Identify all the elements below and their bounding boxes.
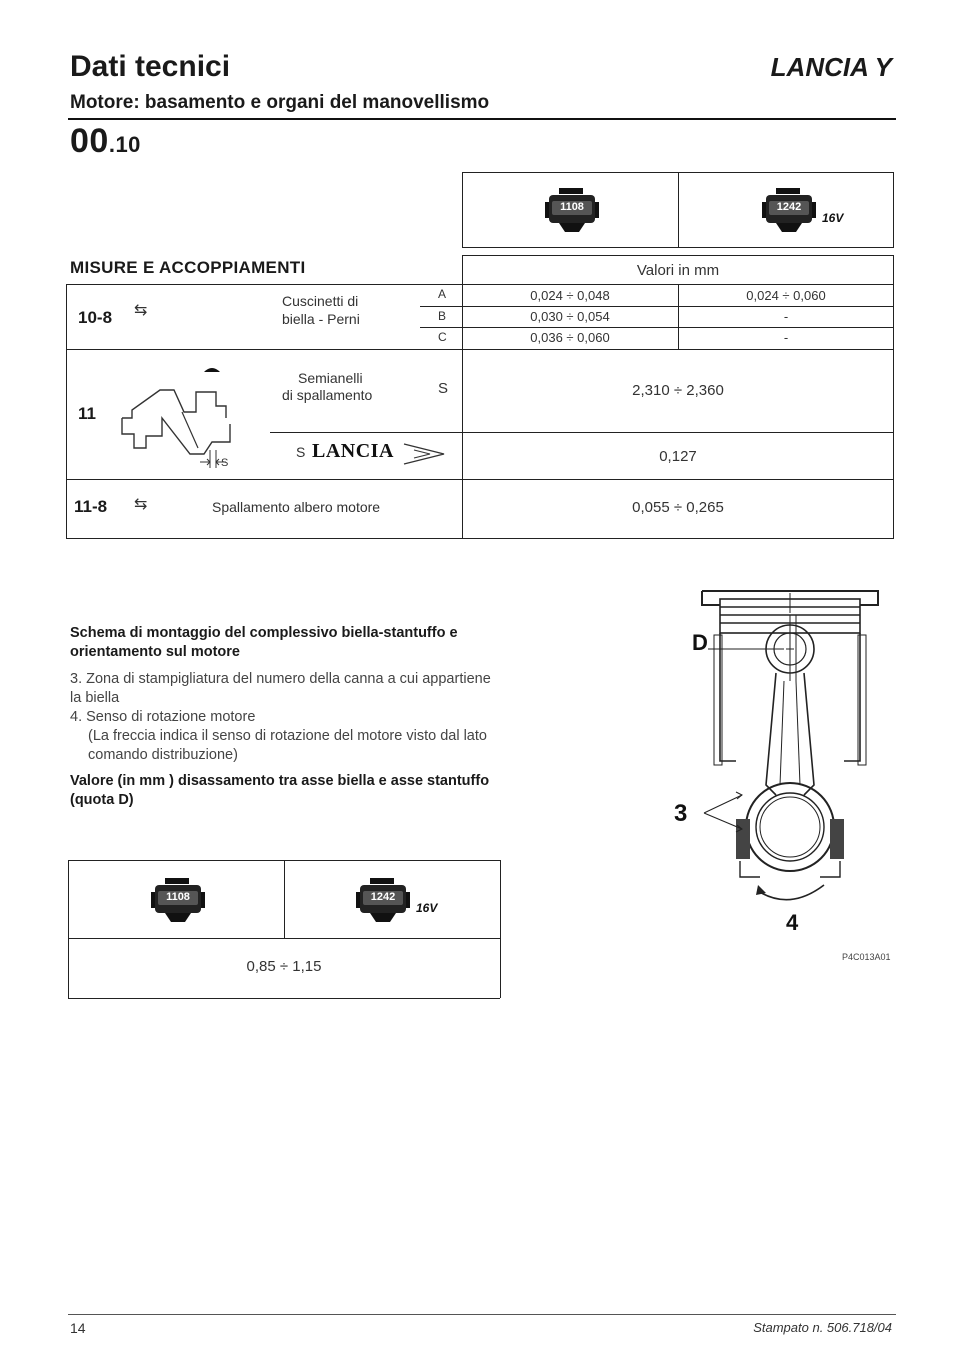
row2-label-line1: Semianelli <box>298 370 363 386</box>
row2-sub-s: S <box>438 380 449 397</box>
figure-label-3: 3 <box>674 800 688 827</box>
measures-title: MISURE E ACCOPPIAMENTI <box>70 258 306 277</box>
row-number-11: 11 <box>78 404 96 423</box>
assembly-heading: Schema di montaggio del complessivo biella-stantuffo e orientamento sul motore <box>70 625 458 660</box>
row1-label-line2: biella - Perni <box>282 311 360 327</box>
engine-1242-icon <box>758 186 820 234</box>
engine-16v-label: 16V <box>822 211 844 225</box>
row1-label-line1: Cuscinetti di <box>282 293 359 309</box>
row1-1242-value-b: - <box>783 309 789 324</box>
row2-dim-s: S <box>221 457 229 469</box>
clearance-icon: ⇆ <box>134 302 148 319</box>
row1-1108-value-a: 0,024 ÷ 0,048 <box>530 288 610 303</box>
engine-1108-icon <box>541 186 603 234</box>
offset-engine-1242-icon <box>352 876 414 924</box>
section-code <box>70 122 141 161</box>
offset-value: 0,85 ÷ 1,15 <box>246 958 322 975</box>
thrust-washer-diagram <box>112 362 262 474</box>
lancia-arrow-icon <box>400 440 450 468</box>
row-number-10-8: 10-8 <box>78 308 113 327</box>
item4-number: 4. <box>70 709 83 725</box>
header-rule <box>68 118 896 120</box>
row1-1242-value-c: - <box>783 330 789 345</box>
engine-1108-label: 1108 <box>560 201 584 213</box>
piston-conrod-diagram <box>680 585 900 945</box>
page-number: 14 <box>70 1320 86 1336</box>
offset-heading: Valore (in mm ) disassamento tra asse biella e asse stantuffo (quota D) <box>70 773 490 808</box>
brand-name: LANCIA Y <box>770 52 892 82</box>
item4-text: Senso di rotazione motore <box>86 709 256 725</box>
section-code-sub: .10 <box>108 132 141 157</box>
row1-sub-c: C <box>438 330 447 344</box>
offset-engine-1108-label: 1108 <box>166 891 190 903</box>
engine-1242-label: 1242 <box>776 201 802 213</box>
values-header: Valori in mm <box>636 262 720 279</box>
row2-label-line2: di spallamento <box>282 387 373 403</box>
offset-engine-1108-icon <box>147 876 209 924</box>
page-subtitle: Motore: basamento e organi del manovellismo <box>70 92 490 113</box>
row1-sub-b: B <box>438 309 447 323</box>
row1-1242-value-a: 0,024 ÷ 0,060 <box>746 288 826 303</box>
footer-rule <box>68 1314 896 1315</box>
item3-text: Zona di stampigliatura del numero della canna a cui appartiene la biella <box>70 671 491 706</box>
row2-logo-s: S <box>296 444 306 460</box>
figure-label-d: D <box>692 630 708 655</box>
offset-engine-16v-label: 16V <box>416 901 438 915</box>
assembly-item-4 <box>70 708 505 727</box>
lancia-logo: LANCIA <box>312 440 394 462</box>
row2-value: 2,310 ÷ 2,360 <box>632 382 724 399</box>
row2-logo-value: 0,127 <box>659 448 697 465</box>
offset-engine-1242-label: 1242 <box>370 891 396 903</box>
item4-note: (La freccia indica il senso di rotazione del motore visto dal lato comando distribuzione) <box>88 728 487 763</box>
row3-value: 0,055 ÷ 0,265 <box>632 499 724 516</box>
figure-label-4: 4 <box>786 910 799 935</box>
row1-1108-value-b: 0,030 ÷ 0,054 <box>530 309 610 324</box>
page-title: Dati tecnici <box>70 50 231 83</box>
endplay-icon: ⇆ <box>134 496 148 513</box>
print-reference: Stampato n. 506.718/04 <box>753 1320 892 1335</box>
section-code-main: 00 <box>70 122 109 160</box>
item3-number: 3. <box>70 671 83 687</box>
row3-label: Spallamento albero motore <box>212 499 381 515</box>
figure-reference: P4C013A01 <box>842 952 891 962</box>
row-number-11-8: 11-8 <box>74 497 108 516</box>
row1-1108-value-c: 0,036 ÷ 0,060 <box>530 330 610 345</box>
assembly-item-3 <box>70 670 505 708</box>
row1-sub-a: A <box>438 287 447 301</box>
